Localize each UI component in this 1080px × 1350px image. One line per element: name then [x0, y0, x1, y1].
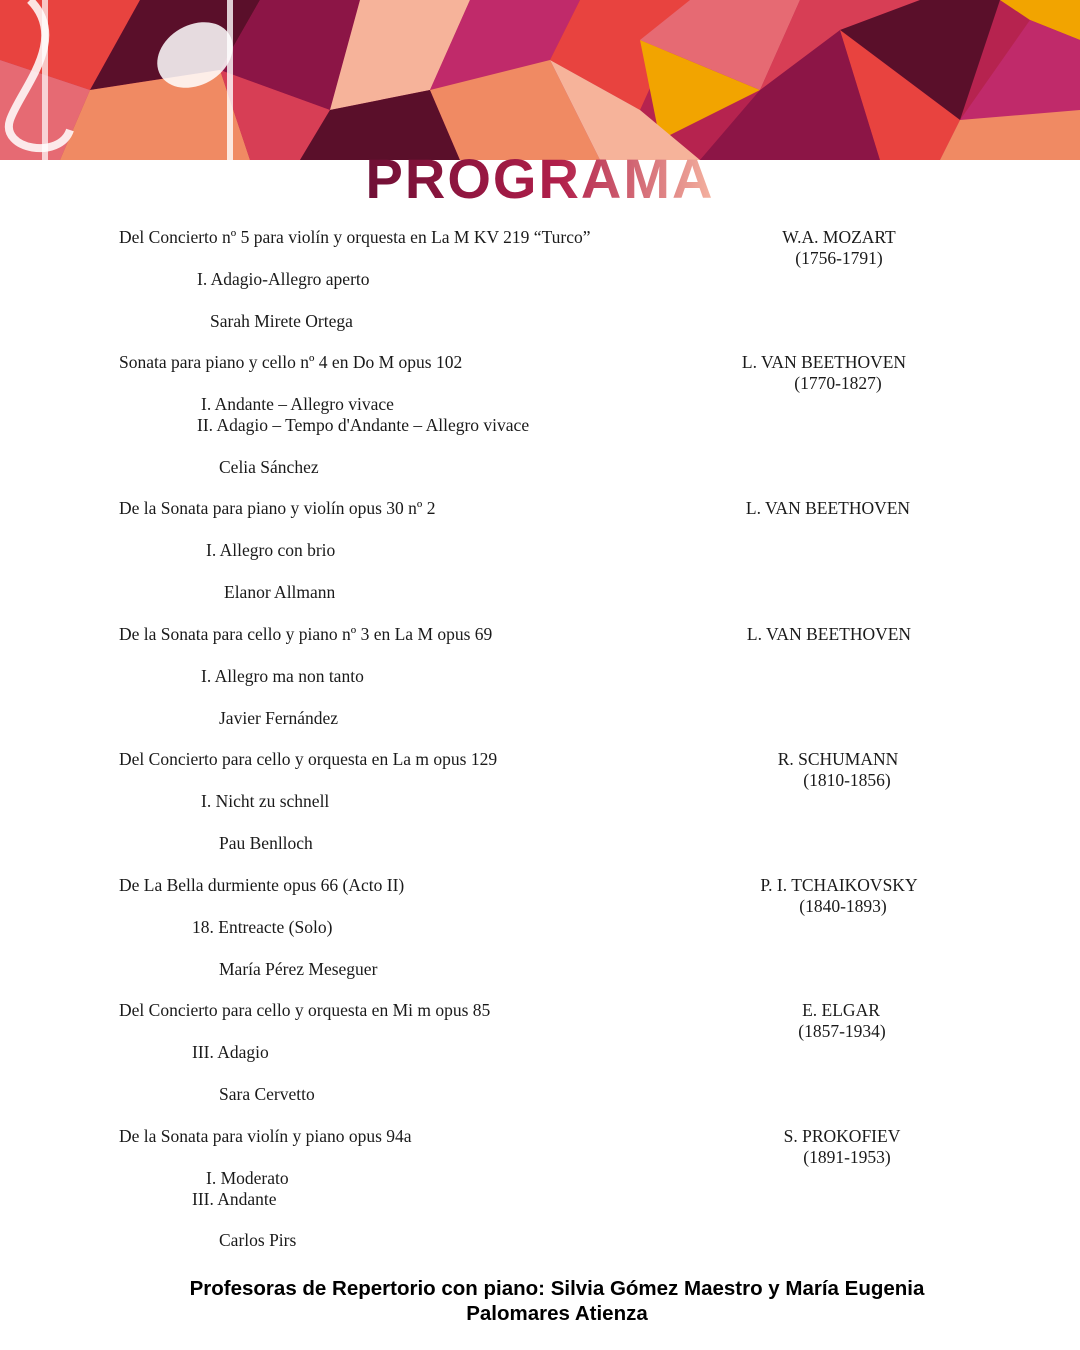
work-title: Del Concierto nº 5 para violín y orquesta en La M KV 219 “Turco”	[119, 227, 591, 247]
work-title: De La Bella durmiente opus 66 (Acto II)	[119, 875, 405, 895]
work-title: De la Sonata para piano y violín opus 30 nº 2	[119, 498, 436, 518]
composer-dates: (1840-1893)	[799, 896, 887, 916]
composer: W.A. MOZART	[782, 227, 896, 247]
composer: L. VAN BEETHOVEN	[741, 352, 907, 372]
work-title: De la Sonata para violín y piano opus 94a	[119, 1126, 412, 1146]
work-title: Del Concierto para cello y orquesta en Mi m opus 85	[119, 1000, 491, 1020]
composer-dates: (1810-1856)	[803, 770, 891, 790]
composer: S. PROKOFIEV	[783, 1126, 901, 1146]
movement: I. Allegro con brio	[206, 540, 336, 560]
movement: III. Adagio	[192, 1042, 269, 1062]
composer: E. ELGAR	[802, 1000, 880, 1020]
movement: I. Allegro ma non tanto	[201, 666, 364, 686]
composer: R. SCHUMANN	[777, 749, 899, 769]
work-title: Del Concierto para cello y orquesta en La m opus 129	[119, 749, 498, 769]
performer: Sara Cervetto	[219, 1084, 315, 1104]
composer-dates: (1891-1953)	[803, 1147, 891, 1167]
composer: L. VAN BEETHOVEN	[746, 624, 912, 644]
performer: Carlos Pirs	[219, 1230, 297, 1250]
movement: I. Moderato	[206, 1168, 289, 1188]
title-text: PROGRAMA	[365, 147, 715, 210]
movement: I. Andante – Allegro vivace	[201, 394, 394, 414]
composer-dates: (1770-1827)	[794, 373, 882, 393]
movement: III. Andante	[192, 1189, 277, 1209]
composer: P. I. TCHAIKOVSKY	[760, 875, 918, 895]
performer: María Pérez Meseguer	[219, 959, 378, 979]
performer: Pau Benlloch	[219, 833, 313, 853]
performer: Sarah Mirete Ortega	[210, 311, 353, 331]
footer-line: Palomares Atienza	[466, 1302, 648, 1325]
work-title: De la Sonata para cello y piano nº 3 en La M opus 69	[119, 624, 493, 644]
composer-dates: (1857-1934)	[798, 1021, 886, 1041]
page-title	[0, 146, 1080, 210]
movement: I. Adagio-Allegro aperto	[197, 269, 370, 289]
footer-credits	[0, 1276, 1080, 1326]
performer: Celia Sánchez	[219, 457, 319, 477]
composer-dates: (1756-1791)	[795, 248, 883, 268]
work-title: Sonata para piano y cello nº 4 en Do M opus 102	[119, 352, 463, 372]
movement: I. Nicht zu schnell	[201, 791, 330, 811]
composer: L. VAN BEETHOVEN	[745, 498, 911, 518]
footer-line: Profesoras de Repertorio con piano: Silvia Gómez Maestro y María Eugenia	[189, 1277, 925, 1300]
movement: II. Adagio – Tempo d'Andante – Allegro vivace	[197, 415, 530, 435]
movement: 18. Entreacte (Solo)	[192, 917, 333, 937]
performer: Javier Fernández	[219, 708, 339, 728]
performer: Elanor Allmann	[224, 582, 336, 602]
header-banner	[0, 0, 1080, 160]
